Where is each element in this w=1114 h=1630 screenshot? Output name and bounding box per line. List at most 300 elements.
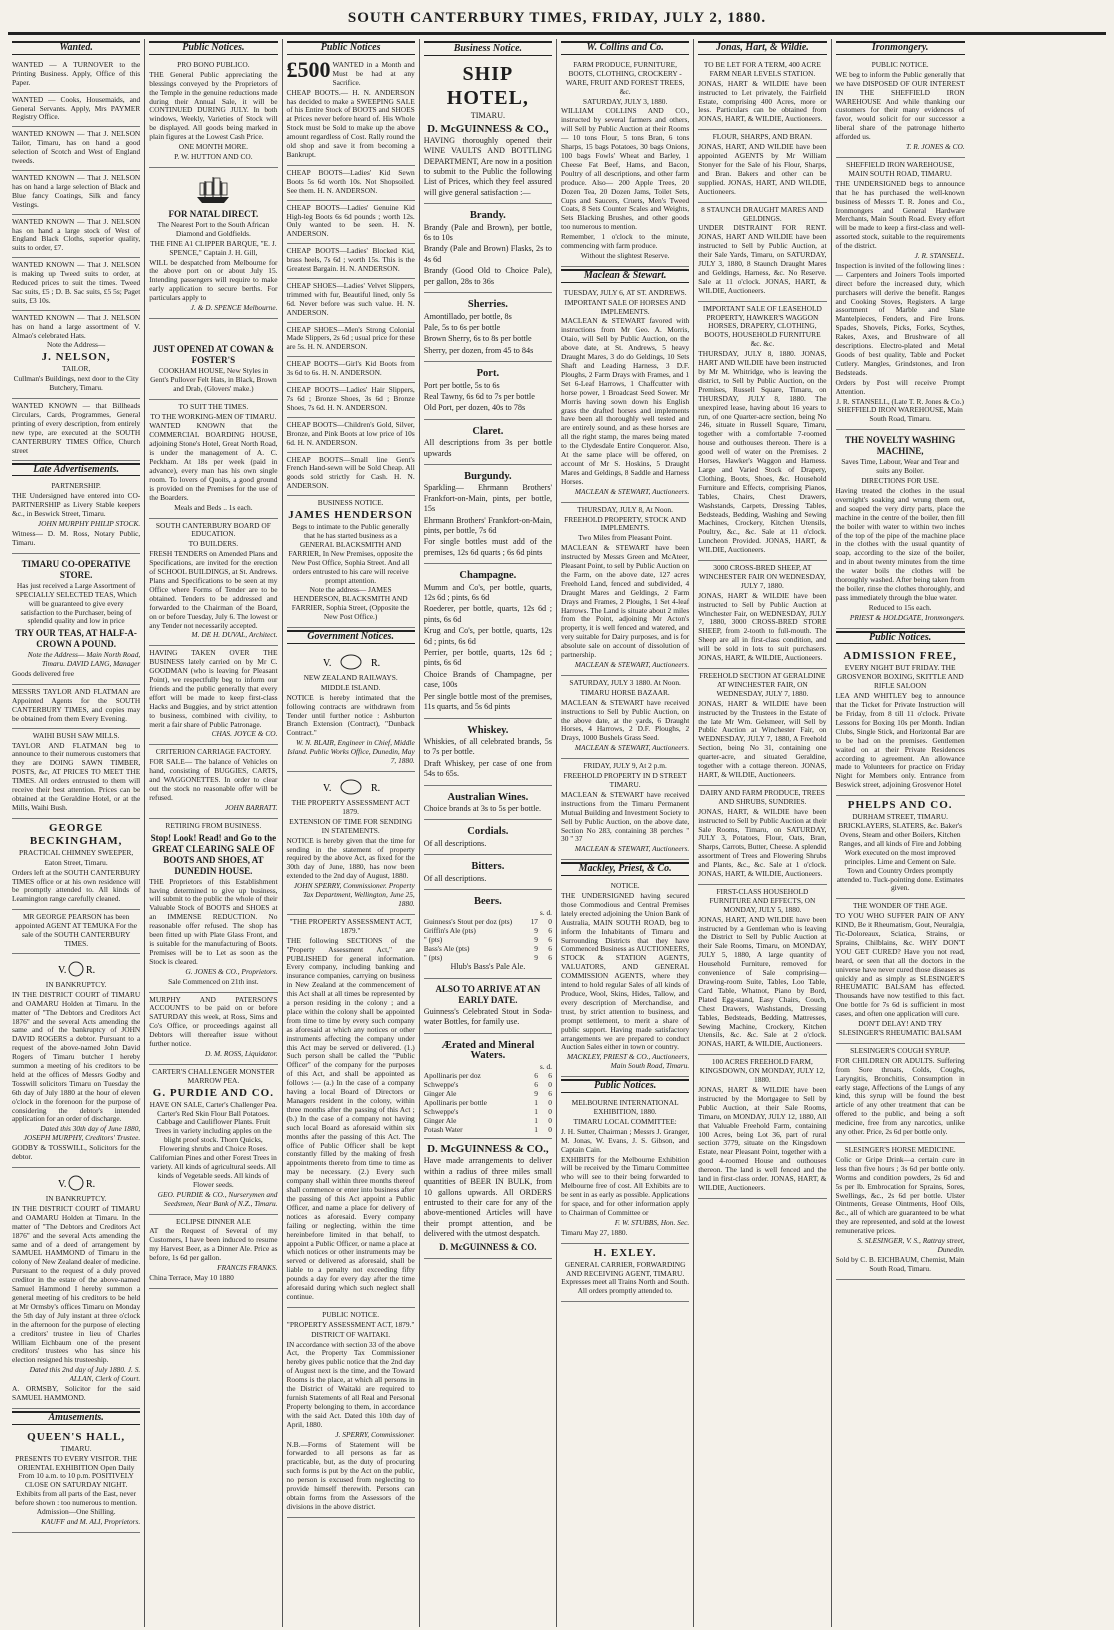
price-row	[424, 1107, 552, 1116]
price-cell-s: 6	[534, 1080, 538, 1090]
ship-hotel-ad	[424, 59, 552, 204]
section-heading: Ironmongery.	[836, 41, 965, 55]
taylor-ad: MESSRS TAYLOR AND FLATMAN are Appointed Agents for the SOUTH CANTERBURY TIMES, and copies may be obtained from them Every Evening.	[12, 685, 140, 729]
jhw-title: DAIRY AND FARM PRODUCE, TREES AND SHRUBS, SUNDRIES.	[699, 787, 825, 806]
cowan-body: COOKHAM HOUSE, New Styles in Gent's Pullover Felt Hats, in Black, Brown and Drab, (Glovers' make.)	[150, 365, 277, 393]
partnership-ad	[12, 479, 140, 553]
price-item: Per single bottle most of the premises, 11s quarts, and 5s 6d pints	[423, 691, 552, 712]
working-title: TO SUIT THE TIMES.	[178, 401, 249, 411]
ms-date: SATURDAY, JULY 3 1880. At Noon.	[569, 677, 681, 687]
natal-ad	[149, 168, 277, 319]
iron-ad	[836, 58, 965, 158]
jhw-body: JONAS, HART, AND WILDIE have been instructed by a Gentleman who is leaving the District to Sell by Public Auction at their Sale Rooms, Timaru, on MONDAY, JULY 5, 1880, A large quantity of Household Furniture, removed for convenience of Sale comprising—Drawing-room Suite, Tables, Loo Table, Card Table, Whatnot, Piano by Bord, Plated Egg-stand, Easy Chairs, Couch, Chest Drawers, Washstands, Dressing Tables, Bedsteads, Bedding, Mattresses, Sewing Machine, Crockery, Kitchen Utensils, &c. &c. Sale at 2 o'clock. JONAS, HART, & WILDIE, Auctioneers.	[698, 914, 827, 1049]
ms-title: FREEHOLD PROPERTY IN D STREET TIMARU.	[563, 771, 687, 789]
jhw-ad	[698, 885, 826, 1055]
horse-body: Colic or Gripe Drink—a certain cure in less than five hours ; 3s 6d per bottle only. Worms and condition powders, 2s 6d and 5s per lb. Embrocation for Sprains, Sores, Swellings, &c., 2s 6d per bottle. Ulster Ointments, Grease Ointments, Hoof Oils, &c., all of which are guaranteed to be what they are represented, and sold at the lowest remunerative prices.	[835, 1154, 965, 1236]
section-heading: Government Notices.	[287, 630, 415, 644]
svg-text:V.: V.	[58, 964, 67, 976]
property-signature: JOHN SPERRY, Commissioner. Property Tax Department, Wellington, June 25, 1880.	[293, 881, 415, 908]
jhw-body: JONAS, HART & WILDIE have been instructed by the Mortgagee to Sell by Public Auction, at their Sale Rooms, Timaru, on MONDAY, JULY 12, 1880, All that Valuable Freehold Farm, containing 100 Acres, being Lot 36, part of rural section 3779, situate on the Kingsdown Estate, near Pleasant Point, together with a good 4-roomed House and outhouses thereon. The land is well fenced and the land in first-class order. JONAS, HART, & WILDIE, Auctioneers.	[698, 1084, 827, 1192]
price-category	[424, 719, 552, 786]
nelson-trade: TAILOR,	[61, 364, 91, 374]
nelson-name: J. NELSON,	[41, 351, 111, 364]
anderson-reward: £500	[286, 56, 331, 82]
hall-signature: KAUFF and M. ALI, Proprietors.	[41, 1517, 141, 1526]
queens-hall-ad	[12, 1428, 140, 1533]
svg-text:R.: R.	[370, 783, 380, 794]
price-cell-name: Guinness's Stout per doz (pts)	[423, 917, 513, 927]
hotel-name: D. McGUINNESS & CO.,	[427, 122, 549, 135]
price-item: Brown Sherry, 6s to 8s per bottle	[423, 334, 532, 344]
section-heading: Jonas, Hart, & Wildie.	[698, 41, 826, 55]
beers-list	[424, 890, 552, 979]
railways-ad	[287, 647, 415, 772]
price-category	[424, 204, 552, 293]
washing-price: Reduced to 15s each.	[868, 602, 932, 612]
price-cell-s: 9	[534, 935, 538, 945]
price-category	[424, 420, 552, 465]
eclipse-body: AT the Request of Several of my Customers, I have been induced to resume my Harvest Beer, as a Dinner Ale. Price as before, 1s 6d per gallon.	[149, 1226, 278, 1263]
price-cell-s: 9	[534, 926, 538, 936]
carter-title: CARTER'S CHALLENGER MONSTER MARROW PEA.	[152, 1066, 275, 1085]
ms-date: THURSDAY, JULY 8, At Noon.	[577, 504, 673, 514]
admission-sub: EVERY NIGHT BUT FRIDAY. THE GROSVENOR BOXING, SKITTLE AND RIFLE SALOON	[836, 663, 964, 691]
price-item: Krug and Co's, per bottle, quarts, 12s 6d ; pints, 6s 6d	[423, 626, 552, 646]
ms-body: MACLEAN & STEWART have received instructions from the Timaru Permanent Mutual Building and Investment Society to Sell by Public Auction, on the above date, Section No 283, containing 38 perches " 30 " 37	[561, 789, 690, 844]
hall-place: TIMARU.	[60, 1443, 92, 1453]
rail-body: NOTICE is hereby intimated that the following contracts are withdrawn from Tender until further notice : Ashburton Branch Extension (Contract), "Dunback Contract."	[286, 692, 415, 738]
delivery-signature: D. McGUINNESS & CO.	[439, 1241, 537, 1252]
phelps-ad	[836, 796, 965, 899]
sheffield-body: THE UNDERSIGNED begs to announce that he has purchased the well-known business of Messrs T. R. Jones and Co., Ironmongers and General Hardware Merchants, Main South Road. Every effort will be made to keep a first-class and well-assorted stock, suitable to the requirements of the district.	[835, 178, 965, 251]
aerated-unit-header: s. d.	[539, 1062, 552, 1072]
wanted-ad: WANTED — Cooks, Housemaids, and General Servants. Apply, Mrs PAYMER Registry Office.	[12, 93, 140, 128]
purdie-signature: GEO. PURDIE & CO., Nurserymen and Seedsmen, Near Bank of N.Z., Timaru.	[157, 1189, 278, 1208]
cowan-title: JUST OPENED AT COWAN & FOSTER'S	[152, 343, 275, 365]
boots-ad: CHEAP BOOTS—Ladies' Hair Slippers, 7s 6d ; Bronze Shoes, 3s 6d ; Bronze Shoes, 7s 6d. H. N. ANDERSON.	[287, 383, 415, 418]
wonder-ad	[836, 899, 965, 1044]
jhw-ad	[698, 786, 826, 885]
delivery-name: D. McGUINNESS & CO.,	[427, 1143, 549, 1156]
price-cell-s: 1	[534, 1107, 538, 1117]
boots-ad: CHEAP SHOES—Men's Strong Colonial Made Slippers, 2s 6d ; usual price for these are 5s. H. N. ANDERSON.	[287, 323, 415, 358]
price-cell-s: 6	[534, 1071, 538, 1081]
sheffield-signature: J. R. STANSELL.	[914, 251, 965, 261]
horse-sold: Sold by C. B. EICHBAUM, Chemist, Main South Road, Timaru.	[835, 1254, 965, 1273]
price-item: All descriptions from 3s per bottle upwards	[423, 438, 552, 458]
section-heading: Public Notices	[287, 41, 415, 55]
price-cell-s: 1	[534, 1125, 538, 1135]
printing-ad: WANTED KNOWN — that Billheads Circulars, Cards, Programmes, General printing of every description, from entirely new type, are executed at the SOUTH CANTERBURY TIMES Office, Church street	[12, 399, 140, 460]
column-4	[420, 39, 557, 1627]
price-item: Ehrmann Brothers' Frankfort-on-Main, pints, per bottle, 7s 6d	[423, 515, 552, 535]
delivery-body: Have made arrangements to deliver within a radius of three miles small quantities of BEER IN BULK, from 10 gallons upwards. All ORDERS entrusted to their care for any of the above-mentioned Articles will have their prompt attention, and be delivered with the utmost despatch.	[423, 1156, 552, 1239]
natal-body: WILL be despatched from Melbourne for the above port on or about July 15. Intending passengers will require to make early application to secure berths. For particulars apply to	[149, 257, 278, 303]
henderson-note: Note the address— JAMES HENDERSON, BLACKSMITH AND FARRIER, Sophia Street, (Opposite the New Post Office.)	[291, 585, 410, 622]
exley-name: H. EXLEY.	[593, 1246, 657, 1259]
jhw-body: THURSDAY, JULY 8, 1880. JONAS, HART AND WILDIE have been instructed by Mr M. Whitridge, who is leaving the district, to Sell by Public Auction, on the Premises, Russell Square, Timaru, on THURSDAY, JULY 8, 1880. The unexpired lease, having about 16 years to run, of one Quarter-acre section, being No 246, situate in Russell Square, Timaru, together with a comfortable 7-roomed house and outhouses thereon. There is a good well of water on the Premises. 2 Horses, Hawker's Waggon and Harness. Large and Varied Stock of Drapery, Clothing, Boots, Shoes, &c. Household Furniture and Effects, comprising Pianos, Tables, Chairs, Chest Drawers, Washstands, Carpets, Dressing Tables, Bedsteads, Bedding, Washing and Sewing Machines, Crockery, Kitchen Utensils, Poultry, &c., &c. Sale at 11 o'clock. Luncheon Provided. JONAS, HART, & WILDIE, Auctioneers.	[698, 349, 827, 555]
beers-table	[424, 908, 552, 962]
price-cell-d: 6	[548, 953, 552, 963]
property-sub: DISTRICT OF WAITAKI.	[311, 1329, 391, 1339]
price-category-title: Australian Wines.	[447, 791, 529, 803]
price-item: Old Port, per dozen, 40s to 78s	[423, 403, 526, 413]
royal-crest-icon	[56, 960, 96, 978]
sweep-address: Eaton Street, Timaru.	[44, 857, 108, 867]
working-meals: Meals and Beds .. 1s each.	[174, 502, 253, 512]
melbourne-date: Timaru May 27, 1880.	[561, 1227, 628, 1237]
price-cell-s: 9	[534, 953, 538, 963]
price-item: Of all descriptions.	[423, 838, 487, 848]
natal-sub: The Nearest Port to the South African Diamond and Goldfields.	[157, 219, 270, 238]
working-sub: TO THE WORKING-MEN OF TIMARU.	[150, 411, 277, 421]
iron-title: PUBLIC NOTICE.	[871, 59, 929, 69]
coop-note: Note the Address— Main North Road, Timaru. DAVID LANG, Manager	[27, 650, 141, 669]
price-item: Brandy (Pale and Brown), per bottle, 6s to 10s	[423, 222, 552, 243]
section-heading: Public Notices.	[836, 631, 965, 645]
masthead-rule	[8, 32, 1106, 35]
section-heading: Public Notices.	[561, 1079, 689, 1093]
natal-title: FOR NATAL DIRECT.	[168, 208, 259, 219]
boots-ad: CHEAP BOOTS—Ladies' Blocked Kid, brass heels, 7s 6d ; worth 15s. This is the Greatest Bargain. H. N. ANDERSON.	[287, 244, 415, 279]
maclean-ad-4	[561, 759, 689, 860]
price-cell-d: 0	[548, 1098, 552, 1108]
maclean-ad-1	[561, 286, 689, 503]
wanted-ad: WANTED KNOWN — That J. NELSON has on hand a large stock of West of England Black Cloths, superior quality, suits to order, £7.	[12, 215, 140, 259]
board-title: SOUTH CANTERBURY BOARD OF EDUCATION.	[155, 520, 271, 539]
ms-body: MACLEAN & STEWART have been instructed by Messrs Green and McAteer, Pleasant Point, to sell by Public Auction on the Farm, on the above date, 127 acres Freehold Land, fenced and subdivided, 4 Draught Mares and Geldings, 2 Farm Drays and Frames, 2 Ploughs, 1 Set 4-leaf Harrows. The Land is situate about 2 miles from the Point, adjoining Mr Acton's property, it is well fenced and watered, and very suitable for Dairy purposes, and is for absolute sale on account of dissolution of partnership.	[561, 543, 690, 660]
sheffield-list: Inspection is invited of the following lines :— Carpenters and Joiners Tools imported direct before the increased duty, which purchasers will derive the benefit. Ranges and Cooking Stoves, Registers. A large assortment of Marble and Slate Mantelpieces, Fenders, and Fire Irons. Spades, Shovels, Picks, Forks, Scythes, Rakes, Axes, and Brushware of all descriptions. Electro-plated and Metal Goods of best quality, Table and Pocket Cutlery. Mangles, Grindstones, and Iron Bedsteads.	[835, 260, 965, 377]
price-cell-d: 0	[548, 1116, 552, 1126]
price-row	[424, 1071, 552, 1080]
maclean-ad-2	[561, 503, 689, 676]
collins-ad	[561, 58, 689, 267]
price-category-title: Cordials.	[467, 826, 509, 838]
bankruptcy-title: IN BANKRUPTCY.	[45, 1194, 107, 1203]
jhw-ad	[698, 1055, 826, 1199]
svg-text:R.: R.	[370, 657, 380, 669]
price-cell-d: 6	[548, 926, 552, 936]
price-category	[424, 786, 552, 821]
price-item: Roederer, per bottle, quarts, 12s 6d ; pints, 6s 6d	[423, 604, 552, 624]
price-cell-s: 1	[534, 1098, 538, 1108]
price-item: Whiskies, of all celebrated brands, 5s to 7s per bottle.	[423, 736, 552, 757]
sheffield-signature-2: J. R. STANSELL, (Late T. R. Jones & Co.) SHEFFIELD IRON WAREHOUSE, Main South Road, Timaru.	[836, 396, 964, 424]
price-cell-name: Schweppe's	[423, 1080, 459, 1090]
washing-ad	[836, 430, 965, 628]
waihi-ad	[12, 729, 140, 819]
wanted-ad: WANTED KNOWN — That J. NELSON has on hand a large assortment of V. Almao's celebrated Hats.	[12, 312, 141, 340]
melbourne-signature: F. W. STUBBS, Hon. Sec.	[614, 1217, 690, 1227]
eclipse-ad	[149, 1215, 277, 1289]
jhw-body: JONAS, HART & WILDIE have been instructed to Let privately, the Fairfield Estate, comprising 400 Acres, more or less. Particulars can be obtained from JONAS, HART, & WILDIE, Auctioneers.	[698, 78, 827, 124]
probono-body: THE General Public appreciating the blessings conveyed by the Proprietors of the Temple in the genuine reductions made during their Annual Sale, it will be CONTINUED DURING JULY. In both windows, Weekly, Varieties of Stock will be displayed. All goods being marked in plain figures at the Lowest Cash Price.	[149, 69, 278, 142]
column-1	[8, 39, 145, 1627]
sheffield-orders: Orders by Post will receive Prompt Attention.	[835, 377, 965, 396]
horse-title: SLESINGER'S HORSE MEDICINE.	[844, 1144, 956, 1154]
jhw-ad	[698, 302, 826, 561]
retiring-body: THE Proprietors of this Establishment having determined to give up business, will submit to the public the whole of their Valuable Stock of BOOTS and SHOES at an IMMENSE REDUCTION. No reasonable offer refused. The shop has been fitted up with Plate Glass Front, and is suitable for the manufacturing of Boots. Premises will be to Let as soon as the Stock is cleared.	[149, 876, 278, 966]
eclipse-title: ECLIPSE DINNER ALE	[176, 1216, 251, 1226]
melbourne-body: EXHIBITS for the Melbourne Exhibition will be received by the Timaru Committee who will see to their being forwarded to Melbourne free of cost. All Exhibits are to be sent in as early as possible. Applications for space, and for other information apply to Chairman of Committee or	[561, 1154, 690, 1217]
column-7	[832, 39, 969, 1627]
price-row	[424, 1116, 552, 1125]
price-row	[424, 953, 552, 962]
price-cell-d: 0	[548, 1107, 552, 1117]
phelps-name: PHELPS AND CO.	[847, 799, 953, 812]
price-item: Sparkling— Ehrmann Brothers' Frankfort-on-Main, pints, per bottle, 15s	[423, 483, 552, 514]
aerated-list	[424, 1034, 552, 1140]
beers-note: Hlub's Bass's Pale Ale.	[450, 962, 526, 972]
price-cell-s: 17	[530, 917, 538, 927]
property-sub: "PROPERTY ASSESSMENT ACT, 1879."	[286, 1319, 415, 1329]
price-cell-name: Apollinaris per bottle	[423, 1098, 487, 1108]
criterion-body: FOR SALE— The balance of Vehicles on hand, consisting of BUGGIES, CARTS, and WAGGONETTES. In order to clear out the stock no reasonable offer will be refused.	[149, 757, 278, 802]
rail-sub: MIDDLE ISLAND.	[320, 682, 381, 692]
melbourne-sub: TIMARU LOCAL COMMITTEE:	[573, 1116, 677, 1126]
partnership-title: PARTNERSHIP.	[51, 481, 101, 491]
coop-goods: Goods delivered free	[12, 669, 74, 679]
board-body: FRESH TENDERS on Amended Plans and Specifications, are invited for the erection of SCHOOL BUILDINGS, at St. Andrews. Plans and Specifications to be seen at my Office where Forms of Tender are to be obtained. Tenders to be addressed and forwarded to the Chairman of the Board, on or before Tuesday, July 6. The lowest or any Tender not necessarily accepted.	[149, 549, 278, 630]
jhw-title: 100 ACRES FREEHOLD FARM, KINGSDOWN, ON MONDAY, JULY 12, 1880.	[699, 1057, 825, 1085]
coop-title: TIMARU CO-OPERATIVE STORE.	[21, 558, 131, 580]
jhw-ad	[698, 203, 826, 302]
mackley-signature: MACKLEY, PRIEST & CO., Auctioneers, Main South Road, Timaru.	[567, 1052, 690, 1071]
sweep-body: Orders left at the SOUTH CANTERBURY TIMES office or at his own residence will be promptly attended to. All kinds of Leamington range carefully cleaned.	[12, 867, 141, 904]
boots-ad: CHEAP SHOES—Ladies' Velvet Slippers, trimmed with fur, Beautiful lined, only 5s 6d. Never before was such value. H. N. ANDERSON.	[287, 279, 415, 323]
price-item: Real Tawny, 6s 6d to 7s per bottle	[423, 391, 535, 401]
aerated-title: Ærated and Mineral Waters.	[441, 1039, 535, 1061]
jhw-body: JONAS, HART & WILDIE have been instructed to Sell by Public Auction at Winchester Fair, on WEDNESDAY, JULY 7, 1880, 3000 CROSS-BRED STORE SHEEP, from 2-tooth to full-mouth. The Sheep are all in first-class condition, and will be sold in lots to suit purchasers. JONAS, HART, & WILDIE, Auctioneers.	[698, 590, 827, 663]
jhw-title: 3000 CROSS-BRED SHEEP, AT WINCHESTER FAIR ON WEDNESDAY, JULY 7, 1880.	[698, 563, 826, 590]
ms-signature: MACLEAN & STEWART, Auctioneers.	[574, 743, 690, 753]
bankruptcy-body: IN THE DISTRICT COURT of TIMARU and OAMARU Holden at Timaru. In the matter of "The Debtors and Creditors Act 1876" and the several Acts amending the same and of a deed of arrangement by SAMUEL HAMMOND of Timaru in the colony of New Zealand dealer of medicine. Pursuant to the request of a duly proved creditor in the estate of the above-named Samuel Hammond I hereby summon a general meeting of his creditors to be held at Mr Ormsby's offices Timaru on Monday the 5th day of July instant at three o'clock in the afternoon for the purpose of electing a creditors' trustee in lieu of Charles William Eichbaum one of the present creditors' trustees who has since his election resigned his trusteeship.	[12, 1203, 141, 1365]
section-heading: Late Advertisements.	[12, 463, 140, 477]
boots-ad: CHEAP BOOTS—Children's Gold, Silver, Bronze, and Pink Boots at low price of 10s 6d. H. N. ANDERSON.	[287, 418, 415, 453]
ms-body: MACLEAN & STEWART have received instructions to Sell by Public Auction, on the above date, at the yards, 6 Draught Horses, 4 Harrows, 2 D.F. Ploughs, 2 Drays, 1000 Bushels Grass Seed.	[561, 697, 690, 743]
svg-text:V.: V.	[58, 1179, 67, 1190]
price-item: Mumm and Co's, per bottle, quarts, 12s 6d ; pints, 6s 6d	[423, 582, 552, 603]
price-cell-d: 0	[548, 1080, 552, 1090]
price-category-title: Port.	[476, 368, 500, 380]
property-nb: N.B.—Forms of Statement will be forwarded to all persons as far as practicable, but, as the duty of procuring such forms is put by the Act on the public, no person is excused from neglecting to provide himself therewith. Persons can obtain forms from the Assessors of the divisions in the above district.	[286, 1439, 415, 1511]
price-row	[424, 917, 552, 926]
property-title: THE PROPERTY ASSESSMENT ACT 1879.	[291, 798, 410, 816]
price-cell-s: 1	[534, 1116, 538, 1126]
property-title: PUBLIC NOTICE.	[322, 1309, 380, 1319]
price-cell-name: Schweppe's	[423, 1107, 459, 1117]
price-category-title: Burgundy.	[464, 470, 512, 482]
henderson-title: BUSINESS NOTICE.	[317, 498, 384, 508]
partnership-witness: Witness— D. M. Ross, Notary Public, Timaru.	[12, 528, 141, 547]
section-heading: W. Collins and Co.	[561, 41, 689, 55]
waihi-body: TAYLOR AND FLATMAN beg to announce to their numerous customers that they are DOING SAWN TIMBER, POSTS, &c, AT PRICES TO MEET THE TIMES. All orders entrusted to them will receive their best attention. Prices can be obtained at the Geraldine Hotel, or at the Mills, Waihi Bush.	[12, 740, 141, 812]
probono-ad	[149, 58, 277, 168]
bankruptcy-solicitor: A. ORMSBY, Solicitor for the said SAMUEL HAMMOND.	[12, 1384, 141, 1402]
price-item: For single bottles must add of the premises, 12s 6d quarts ; 6s 6d pints	[423, 537, 552, 557]
mackley-body: THE UNDERSIGNED having secured those Commodious and Central Premises lately erected adjoining the Union Bank of Australia, MAIN SOUTH ROAD, beg to inform the Inhabitants of Timaru and Surrounding Districts that they have Commenced Business as AUCTIONEERS, STOCK & STATION AGENTS, VALUATORS, AND GENERAL COMMISSION AGENTS, where they intend to hold regular Sales of all kinds of Produce, Wool, Skins, Hides, Tallow, and every description of Merchandise, and trust, by strict attention to business, and prompt settlement, to merit a share of public support. Having made satisfactory arrangements we are prepared to conduct Auction Sales either in town or country.	[561, 891, 690, 1052]
washing-sub: Saves Time, Labour, Wear and Tear and suits any Boiler.	[841, 457, 960, 476]
price-cell-d: 6	[548, 1071, 552, 1081]
price-item: Port per bottle, 5s to 6s	[423, 380, 500, 390]
blank-space	[149, 319, 277, 339]
cough-ad	[836, 1044, 965, 1143]
retiring-title: RETIRING FROM BUSINESS.	[165, 820, 262, 830]
admission-ad	[836, 647, 965, 796]
ms-title: TIMARU HORSE BAZAAR.	[580, 687, 670, 697]
bankruptcy-solicitor: GODBY & TOSSWILL, Solicitors for the debtor.	[12, 1143, 141, 1162]
henderson-ad	[287, 496, 415, 628]
jhw-title: 8 STAUNCH DRAUGHT MARES AND GELDINGS.	[701, 204, 824, 223]
retiring-sub: Stop! Look! Read! and Go to the GREAT CLEARING SALE OF BOOTS AND SHOES, AT DUNEDIN HOUSE.	[150, 832, 277, 876]
price-row	[424, 944, 552, 953]
jhw-body: UNDER DISTRAINT FOR RENT. JONAS, HART AND WILDIE have been instructed to Sell by Public Auction, at their Sale Yards, Timaru, on SATURDAY, JULY 3, 1880, 8 Staunch Draught Mares and Geldings, Harness, &c. No Reserve. Sale at 11 o'clock. JONAS, HART, & WILDIE, Auctioneers.	[698, 223, 827, 295]
hall-body: PRESENTS TO EVERY VISITOR. THE ORIENTAL EXHIBITION Open Daily From 10 a.m. to 10 p.m. POSITIVELY CLOSE ON SATURDAY NIGHT. Exhibits from all parts of the East, never before shown : too numerous to mention. Admission—One Shilling.	[15, 1453, 138, 1517]
svg-text:V.: V.	[322, 657, 332, 669]
rail-title: NEW ZEALAND RAILWAYS.	[303, 672, 398, 682]
melbourne-ad	[561, 1096, 689, 1244]
washing-body: Having treated the clothes in the usual overnight's soaking and wrung them out, and soaped the very dirty parts, place the machine in the centre of the boiler, then fill the boiler with water to within two inches of the top of the pipe of the machine place in the clothes with the usual quantity of soap, according to the size of the boiler, and in about twenty minutes from the time the water boils the clothes will be thoroughly washed. After being taken from the boiler, rinse the clothes thoroughly, and pass immediately through the blue water.	[835, 485, 965, 602]
boots-ad: CHEAP BOOTS—Girl's Kid Boots from 3s 6d to 6s. H. N. ANDERSON.	[287, 357, 415, 383]
svg-text:V.: V.	[322, 783, 332, 794]
retiring-ad	[149, 819, 277, 993]
price-item: Choice Brands of Champagne, per case, 100s	[423, 669, 552, 690]
hotel-body: HAVING thoroughly opened their WINE VAULTS AND BOTTLING DEPARTMENT, Are now in a position to submit to the Public the following List of Prices, which they feel assured will give general satisfaction :—	[423, 135, 552, 197]
price-category-title: Sherries.	[467, 299, 508, 311]
ms-title: IMPORTANT SALE OF HORSES AND IMPLEMENTS.	[564, 297, 686, 316]
collins-body: WILLIAM COLLINS AND CO., instructed by several farmers and others, will Sell by Public Auction at their Rooms— 10 tons Flour, 5 tons Bran, 6 tons Sharps, 15 bags Potatoes, 30 bags Onions, 100 bags Fowls' Wheat and Barley, 1 Cheese Fat Beef, Hams, and Bacon, Poultry of all descriptions, and other farm produce. Also— 200 Apple Trees, 20 Dozen Tea, 20 Dozen Jams, Toilet Sets, Cups and Saucers, Cruets, Men's Tweed Coats, 8 Sets Counter Scales and Weights, Sets Blacking Brushes, and other goods too numerous to mention.	[561, 106, 690, 232]
collins-title: FARM PRODUCE, FURNITURE, BOOTS, CLOTHING, CROCKERY - WARE, FRUIT AND FOREST TREES, &c.	[565, 59, 685, 96]
sweep-ad	[12, 819, 140, 910]
coop-try: TRY OUR TEAS, AT HALF-A-CROWN A POUND.	[15, 628, 137, 650]
hall-title: QUEEN'S HALL,	[27, 1430, 126, 1443]
cowan-ad	[149, 339, 277, 400]
melbourne-title: MELBOURNE INTERNATIONAL EXHIBITION, 1880.	[571, 1098, 679, 1116]
ms-body: MACLEAN & STEWART favored with instructions from Mr Geo. A. Morris, Otaio, will Sell by Public Auction, on the above date, at St. Andrews, 5 heavy Draught Mares, 3 do do Geldings, 10 Sets Shaft and Leading Harness, 3 D.F. Ploughs, 2 Farm Drays with Frames, and 1 Set 6-Leaf Harrows, 1 Chaffcutter with horse power, 1 Broadcast Seed Sower. Mr Morris having sown down his English grass the drafted horses and implements have been all thoroughly well tested and are entirely sound, and as these horses are all the right stamp, the mares being mated to the Clydesdale Entire Conqueror. Also, At the same place will be offered, on account of Mr S. Hoskins, 5 Draught Mares and Geldings, 8 Saddle and Harness Horses.	[561, 316, 690, 486]
property-sub: EXTENSION OF TIME FOR SENDING IN STATEMENTS.	[289, 816, 413, 835]
sweep-name: GEORGE BECKINGHAM,	[29, 821, 123, 847]
probono-month: ONE MONTH MORE.	[178, 142, 248, 152]
price-category	[424, 820, 552, 855]
joyce-body: HAVING TAKEN OVER THE BUSINESS lately carried on by Mr C. GOODMAN (who is leaving for Pleasant Point), we respectfully beg to inform our friends and the public generally that every effort will be made to keep first-class Hacks and Buggies, and by strict attention to business, combined with civility, to merit a fair share of Public Patronage.	[149, 648, 278, 729]
royal-crest-icon	[321, 653, 381, 671]
retiring-date: Sale Commenced on 21th inst.	[168, 976, 259, 986]
price-row	[424, 926, 552, 935]
sheffield-ad	[836, 158, 965, 430]
nelson-address: Cullman's Buildings, next door to the City Butchery, Timaru.	[13, 374, 139, 393]
jhw-ad	[698, 58, 826, 130]
price-cell-name: Ginger Ale	[423, 1116, 457, 1126]
ms-date: FRIDAY, JULY 9, At 2 p.m.	[583, 761, 667, 771]
section-heading: Business Notice.	[424, 41, 552, 56]
admission-title: ADMISSION FREE,	[843, 650, 957, 663]
ms-signature: MACLEAN & STEWART, Auctioneers.	[574, 486, 690, 496]
price-cell-name: Griffin's Ale (pts)	[423, 926, 476, 936]
bankruptcy-body: IN THE DISTRICT COURT of TIMARU and OAMARU Holden at Timaru. In the matter of "The Debtors and Creditors Act 1876" and the several Acts amending the same and of the bankruptcy of JOHN DAVID ROGERS a debtor. Pursuant to a request of the above-named John David Rogers of Timaru butcher I hereby summon a meeting of his creditors to be held at the offices of Messrs Godby and Tosswill solicitors Timaru on Tuesday the 6th day of July 1880 at the hour of eleven o'clock in the forenoon for the purpose of considering the debtor's intended application for an order of discharge.	[12, 989, 141, 1124]
price-category	[424, 564, 552, 718]
boots-ad: CHEAP BOOTS—Ladies' Genuine Kid High-leg Boots 6s 6d pounds ; worth 12s. Only wanted to be seen. H. N. ANDERSON.	[287, 201, 415, 245]
property-body: THE following SECTIONS of the "Property Assessment Act," are PUBLISHED for general information. Every company, including banking and insurance companies, carrying on business in New Zealand at the commencement of this Act shall at all times be represented by a person residing in the colony ; and a place within the colony shall be appointed from time to time by every such company as aforesaid at which any notices or other instruments affecting the company under this Act may be served or delivered. (1.) Such person shall be called the "Public Officer" of the company for the purposes of this Act, and shall be appointed as follows :— (a.) In the case of a company having a local Board of Directors or Managers resident in the colony, within three months after the passing of this Act ; (b.) In the case of a company not having such local Board as aforesaid within six months after the passing of this Act. The office of Public Officer shall be kept constantly filled by the making of fresh appointments thereto from time to time as may be necessary. (2.) Every such company shall within three months thereof shall commence or enter into business after the passing of this Act appoint a Public Officer, and name a place for delivery of notices as aforesaid. Every company failing or neglecting, within the time hereinbefore limited in that behalf, to appoint a Public Officer, or name a place at which notices or other instruments may be served or delivered as aforesaid, shall be liable to a penalty not exceeding fifty pounds a day for every day after the time aforesaid during which such neglect shall continue.	[286, 935, 415, 1301]
murphy-ad	[149, 993, 277, 1065]
probono-title: PRO BONO PUBLICO.	[177, 59, 250, 69]
boots-ad: CHEAP BOOTS—Small line Gent's French Hand-sewn will be Sold Cheap. All goods sold strictly for Cash. H. N. ANDERSON.	[287, 453, 415, 497]
price-category	[424, 465, 552, 564]
price-item: Pale, 5s to 6s per bottle	[423, 322, 501, 332]
arrive-body: Guinness's Celebrated Stout in Soda-water Bottles, for family use.	[423, 1006, 552, 1027]
price-list	[424, 204, 552, 890]
board-ad	[149, 519, 277, 647]
ms-title: FREEHOLD PROPERTY, STOCK AND IMPLEMENTS.	[564, 514, 687, 533]
jhw-title: TO BE LET FOR A TERM, 400 ACRE FARM NEAR LEVELS STATION.	[703, 59, 821, 78]
purdie-body: HAVE ON SALE, Carter's Challenger Pea. Carter's Red Skin Flour Ball Potatoes. Cabbage and Cauliflower Plants. Fruit Trees in variety including apples on the blight proof stock. Thorn Quicks, Flowering shrubs and Choice Roses. Californian Pines and other Forest Trees in variety. All kinds of agricultural seeds. All kinds of Vegetable seeds. All kinds of Flower seeds.	[149, 1099, 278, 1189]
bankruptcy-ad-2	[12, 1168, 140, 1409]
coop-ad	[12, 554, 140, 685]
melbourne-names: J. H. Sutter, Chairman ; Messrs J. Granger, M. Jonas, W. Evans, J. S. Gibson, and Captain Cain.	[561, 1126, 690, 1154]
joyce-signature: CHAS. JOYCE & CO.	[211, 729, 278, 739]
property-title: "THE PROPERTY ASSESSMENT ACT, 1879."	[289, 916, 412, 935]
board-signature: M. DE H. DUVAL, Architect.	[191, 630, 278, 640]
exley-ad	[561, 1244, 689, 1303]
boots-ad: CHEAP BOOTS—Ladies' Kid Sewn Boots 5s 6d worth 10s. Not Shopsoiled. See them. H. N. ANDERSON.	[287, 166, 415, 201]
ms-date: TUESDAY, JULY 6, AT ST. ANDREWS.	[563, 287, 687, 297]
price-cell-name: " (pts)	[423, 953, 443, 963]
anderson-head: WANTED in a Month and Must be had at any Sacrifice.	[332, 59, 415, 87]
washing-title: THE NOVELTY WASHING MACHINE,	[845, 435, 956, 457]
wonder-title: THE WONDER OF THE AGE.	[852, 901, 948, 911]
pearson-ad: MR GEORGE PEARSON has been appointed AGENT AT TEMUKA For the sale of the SOUTH CANTERBURY TIMES.	[12, 910, 140, 954]
henderson-body: Begs to intimate to the Public generally that he has started business as a GENERAL BLACKSMITH AND FARRIER, In New Premises, opposite the New Post Office, Sophia Street. And all orders entrusted to his care will receive prompt attention.	[288, 522, 413, 585]
mackley-title: NOTICE.	[610, 881, 640, 891]
price-category	[424, 362, 552, 420]
coop-body: Has just received a Large Assortment of SPECIALLY SELECTED TEAS, Which will be guaranteed to give every satisfaction to the Purchaser, being of splendid quality and low in price	[15, 580, 137, 626]
iron-body: WE beg to inform the Public generally that we have DISPOSED OF OUR INTEREST IN THE SHEFFIELD IRON WAREHOUSE And while thanking our customers for their many evidences of favor, would solicit for our successor a liberal share of the patronage hitherto afforded us.	[835, 69, 965, 142]
ms-signature: MACLEAN & STEWART, Auctioneers.	[574, 844, 690, 854]
jhw-title: FIRST-CLASS HOUSEHOLD FURNITURE AND EFFECTS, ON MONDAY, JULY 5, 1880.	[709, 886, 816, 914]
price-category-title: Whiskey.	[467, 724, 509, 736]
sweep-trade: PRACTICAL CHIMNEY SWEEPER,	[19, 847, 134, 857]
price-item: Sherry, per dozen, from 45 to 84s	[423, 345, 534, 355]
beers-unit-header: s. d.	[539, 908, 552, 918]
price-category-title: Claret.	[472, 425, 504, 437]
price-row	[424, 1098, 552, 1107]
price-cell-name: Potash Water	[423, 1125, 463, 1135]
working-body: WANTED KNOWN that the COMMERCIAL BOARDING HOUSE, adjoining Stone's Hotel, Great North Road, is under the management of A. C. Peckham. At 18s per week (paid in advance), every man has his own single room. To lovers of Quoits, a good ground is provided on the Premises for the use of the Boarders.	[149, 421, 278, 502]
jhw-ad	[698, 130, 826, 202]
anderson-ad	[287, 58, 415, 166]
aerated-table	[424, 1062, 552, 1134]
bankruptcy-ad	[12, 954, 140, 1168]
price-item: Of all descriptions.	[423, 873, 487, 883]
price-category	[424, 855, 552, 890]
price-row	[424, 1125, 552, 1134]
jhw-title: FREEHOLD SECTION AT GERALDINE AT WINCHESTER FAIR, ON WEDNESDAY, JULY 7, 1880.	[699, 671, 826, 698]
iron-signature: T. R. JONES & CO.	[905, 142, 965, 152]
price-cell-d: 0	[548, 1125, 552, 1135]
price-cell-d: 6	[548, 944, 552, 954]
jhw-ad	[698, 669, 826, 786]
mackley-ad	[561, 879, 689, 1077]
bankruptcy-title: IN BANKRUPTCY.	[45, 979, 107, 989]
column-5	[557, 39, 694, 1627]
washing-dir-title: DIRECTIONS FOR USE.	[861, 476, 940, 486]
price-cell-name: Ginger Ale	[423, 1089, 457, 1099]
price-item: Amontillado, per bottle, 8s	[423, 311, 512, 321]
price-item: Draft Whiskey, per case of one from 54s to 65s.	[423, 758, 552, 779]
price-cell-name: Apollinaris per doz	[423, 1071, 481, 1081]
collins-reserve: Without the slightest Reserve.	[580, 250, 670, 260]
washing-signature: PRIEST & HOLDGATE, Ironmongers.	[849, 612, 965, 622]
wanted-ad: WANTED KNOWN — That J. NELSON has on hand a large selection of Black and Blue fancy Coatings, Silk and fancy Vestings.	[12, 171, 140, 215]
